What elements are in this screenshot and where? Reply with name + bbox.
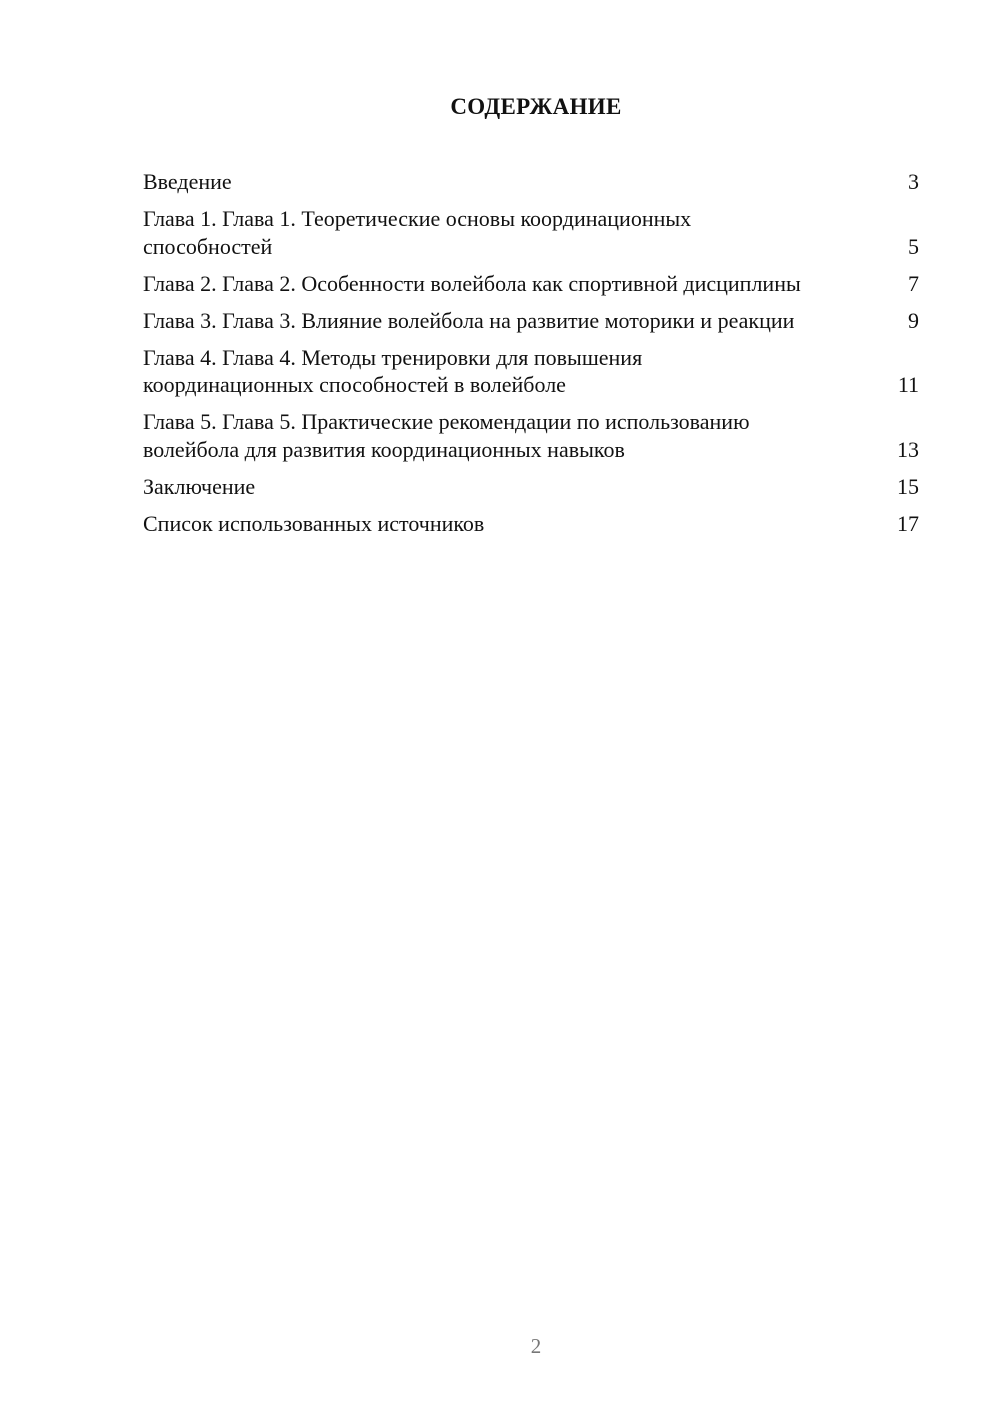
toc-entry-title: Глава 4. Глава 4. Методы тренировки для повышения координационных способностей в волейболе bbox=[143, 344, 643, 397]
toc-entry-chapter-4[interactable] bbox=[143, 344, 919, 399]
toc-entry-chapter-5[interactable] bbox=[143, 408, 919, 463]
toc-entry-references[interactable] bbox=[143, 510, 919, 538]
toc-entry-title: Глава 1. Глава 1. Теоретические основы координационных способностей bbox=[143, 206, 692, 259]
page-number: 2 bbox=[530, 1334, 542, 1358]
toc-entry-title: Глава 3. Глава 3. Влияние волейбола на развитие моторики и реакции bbox=[143, 307, 795, 333]
toc-entry-title: Глава 5. Глава 5. Практические рекомендации по использованию волейбола для развития координационных навыков bbox=[143, 409, 750, 462]
toc-entry-chapter-3[interactable] bbox=[143, 307, 919, 335]
toc-entry-title: Глава 2. Глава 2. Особенности волейбола как спортивной дисциплины bbox=[143, 270, 801, 296]
toc-entry-page-number: 5 bbox=[908, 233, 919, 259]
toc-entry-page-number: 15 bbox=[897, 473, 919, 499]
toc-entry-page-number: 11 bbox=[897, 372, 919, 397]
toc-entry-conclusion[interactable] bbox=[143, 473, 919, 501]
toc-entry-title: Заключение bbox=[143, 473, 256, 499]
toc-entry-page-number: 7 bbox=[908, 270, 919, 296]
table-of-contents bbox=[143, 168, 919, 547]
toc-entry-chapter-2[interactable] bbox=[143, 270, 919, 298]
toc-entry-page-number: 13 bbox=[897, 436, 919, 462]
toc-entry-chapter-1[interactable] bbox=[143, 205, 919, 260]
toc-entry-title: Введение bbox=[143, 169, 232, 194]
toc-entry-page-number: 17 bbox=[897, 510, 919, 536]
toc-entry-introduction[interactable] bbox=[143, 168, 919, 196]
toc-entry-page-number: 9 bbox=[908, 307, 919, 333]
toc-entry-page-number: 3 bbox=[908, 169, 919, 194]
toc-entry-title: Список использованных источников bbox=[143, 510, 485, 536]
toc-heading: СОДЕРЖАНИЕ bbox=[450, 94, 622, 119]
